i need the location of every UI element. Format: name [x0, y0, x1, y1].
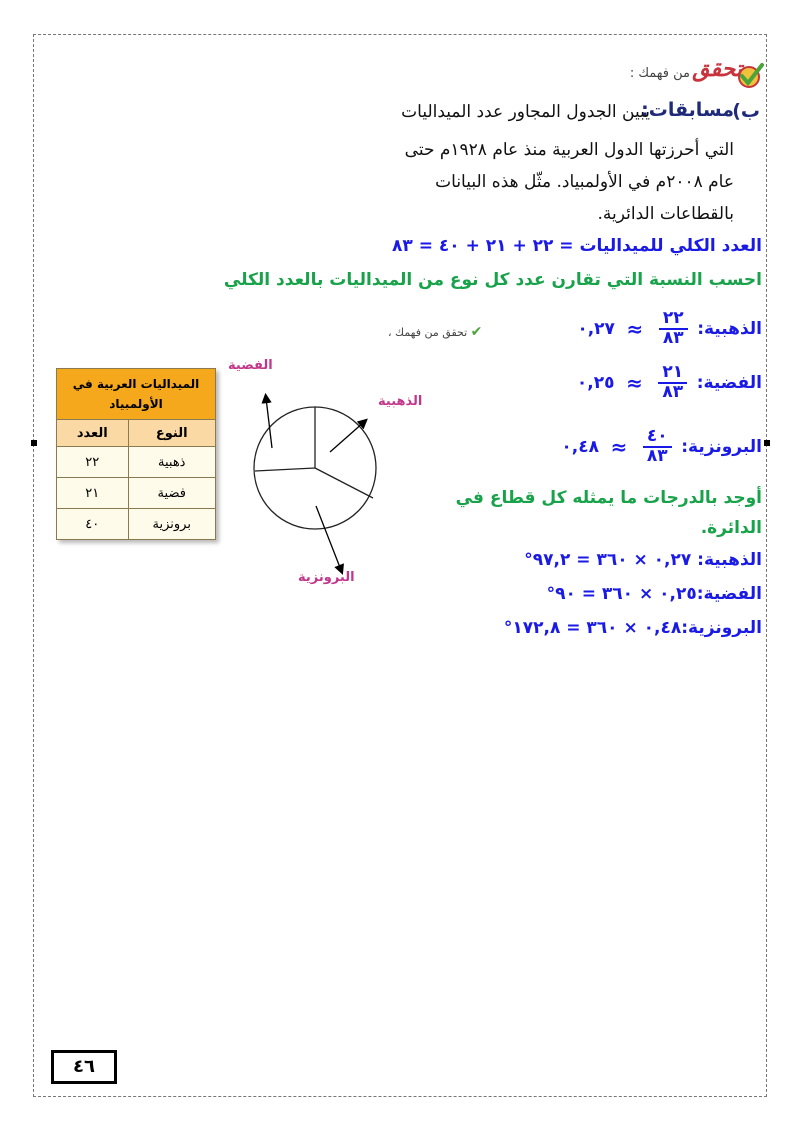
degrees-instruction-cont: الدائرة. — [700, 518, 762, 538]
question-line: عام ٢٠٠٨م في الأولمبياد. مثّل هذه البيانات — [435, 172, 734, 192]
small-checkmark-icon: ✔ — [470, 324, 483, 340]
ratio-silver — [577, 364, 762, 402]
ratio-result: ٠,٤٨ — [561, 436, 599, 457]
resize-handle-left[interactable] — [31, 440, 37, 446]
resize-handle-right[interactable] — [764, 440, 770, 446]
pie-label-bronze: البرونزية — [298, 570, 355, 585]
question-line: التي أحرزتها الدول العربية منذ عام ١٩٢٨م حتى — [404, 140, 734, 160]
question-letter: ب) — [732, 100, 760, 122]
ratio-result: ٠,٢٧ — [577, 318, 615, 339]
ratio-instruction: احسب النسبة التي تقارن عدد كل نوع من الميداليات بالعدد الكلي — [223, 270, 762, 290]
approx-sign: ≈ — [626, 370, 643, 395]
small-badge-text: تحقق من فهمك ، — [388, 326, 468, 339]
approx-sign: ≈ — [626, 316, 644, 341]
question-line: بالقطاعات الدائرية. — [597, 204, 734, 224]
table-row — [57, 509, 216, 540]
total-medals-line: العدد الكلي للميداليات = ٢٢ + ٢١ + ٤٠ = ٨٣ — [392, 236, 762, 256]
ratio-label: البرونزية: — [681, 436, 762, 457]
fraction: $\frac{٢٢}{٨٣}$ — [659, 310, 688, 348]
fraction: $\frac{٢١}{٨٣}$ — [658, 364, 687, 402]
ratio-result: ٠,٢٥ — [576, 372, 615, 393]
degree-gold: الذهبية: ٠,٢٧ × ٣٦٠ = ٩٧,٢° — [524, 550, 762, 570]
degree-bronze: البرونزية:٠,٤٨ × ٣٦٠ = ١٧٢,٨° — [503, 618, 762, 638]
medals-table — [56, 368, 216, 540]
question-line: يبين الجدول المجاور عدد الميداليات — [401, 102, 650, 122]
fraction: $\frac{٤٠}{٨٣}$ — [643, 428, 672, 466]
pie-diagram — [236, 380, 396, 580]
table-row — [57, 478, 216, 509]
ratio-bronze — [561, 428, 762, 466]
degrees-instruction: أوجد بالدرجات ما يمثله كل قطاع في — [455, 488, 762, 508]
table-cell: فضية — [128, 478, 216, 509]
column-header-count: العدد — [57, 420, 129, 447]
degree-silver: الفضية:٠,٢٥ × ٣٦٠ = ٩٠° — [546, 584, 762, 604]
ratio-gold — [577, 310, 762, 348]
pie-label-silver: الفضية — [228, 358, 273, 373]
table-cell: ٢٢ — [57, 447, 129, 478]
table-title — [57, 369, 216, 420]
table-title-line: الأولمبياد — [109, 397, 163, 411]
table-cell: برونزية — [128, 509, 216, 540]
table-cell: ٢١ — [57, 478, 129, 509]
column-header-type: النوع — [128, 420, 216, 447]
table-cell: ذهبية — [128, 447, 216, 478]
approx-sign: ≈ — [610, 434, 628, 459]
table-title-line: الميداليات العربية في — [72, 377, 200, 391]
table-row — [57, 447, 216, 478]
header-title: تحقق — [692, 56, 742, 82]
question-keyword: مسابقات: — [641, 99, 734, 121]
small-check-badge — [388, 324, 482, 340]
header-subtitle: من فهمك : — [629, 66, 690, 81]
pie-label-gold: الذهبية — [378, 394, 423, 409]
table-cell: ٤٠ — [57, 509, 129, 540]
page-number: ٤٦ — [51, 1050, 117, 1084]
ratio-label: الذهبية: — [697, 318, 762, 339]
ratio-label: الفضية: — [696, 372, 762, 393]
